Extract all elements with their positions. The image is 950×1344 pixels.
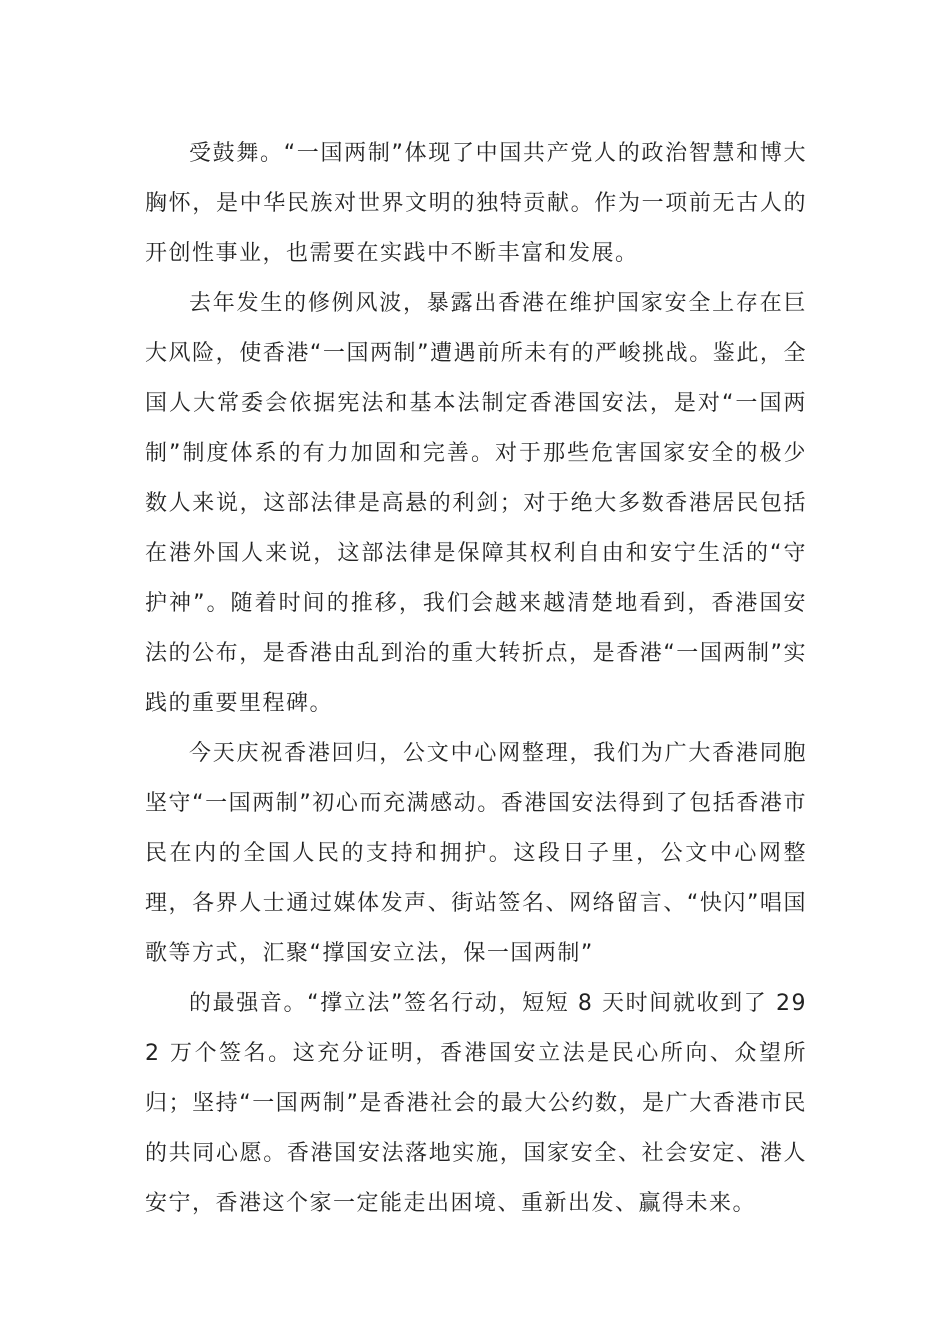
paragraph: 今天庆祝香港回归，公文中心网整理，我们为广大香港同胞坚守“一国两制”初心而充满感动。香港国安法得到了包括香港市民在内的全国人民的支持和拥护。这段日子里，公文中心网整理，各界人士通过媒体发声、街站签名、网络留言、“快闪”唱国歌等方式，汇聚“撑国安立法，保一国两制”: [145, 741, 807, 966]
paragraph: 受鼓舞。“一国两制”体现了中国共产党人的政治智慧和博大胸怀，是中华民族对世界文明的独特贡献。作为一项前无古人的开创性事业，也需要在实践中不断丰富和发展。: [145, 141, 807, 266]
paragraph: 的最强音。“撑立法”签名行动，短短 8 天时间就收到了 292 万个签名。这充分证明，香港国安立法是民心所向、众望所归；坚持“一国两制”是香港社会的最大公约数，是广大香港市民的共同心愿。香港国安法落地实施，国家安全、社会安定、港人安宁，香港这个家一定能走出困境、重新出发、赢得未来。: [145, 991, 807, 1216]
document-body: [145, 129, 807, 1229]
paragraph: 去年发生的修例风波，暴露出香港在维护国家安全上存在巨大风险，使香港“一国两制”遭遇前所未有的严峻挑战。鉴此，全国人大常委会依据宪法和基本法制定香港国安法，是对“一国两制”制度体系的有力加固和完善。对于那些危害国家安全的极少数人来说，这部法律是高悬的利剑；对于绝大多数香港居民包括在港外国人来说，这部法律是保障其权利自由和安宁生活的“守护神”。随着时间的推移，我们会越来越清楚地看到，香港国安法的公布，是香港由乱到治的重大转折点，是香港“一国两制”实践的重要里程碑。: [145, 291, 807, 716]
